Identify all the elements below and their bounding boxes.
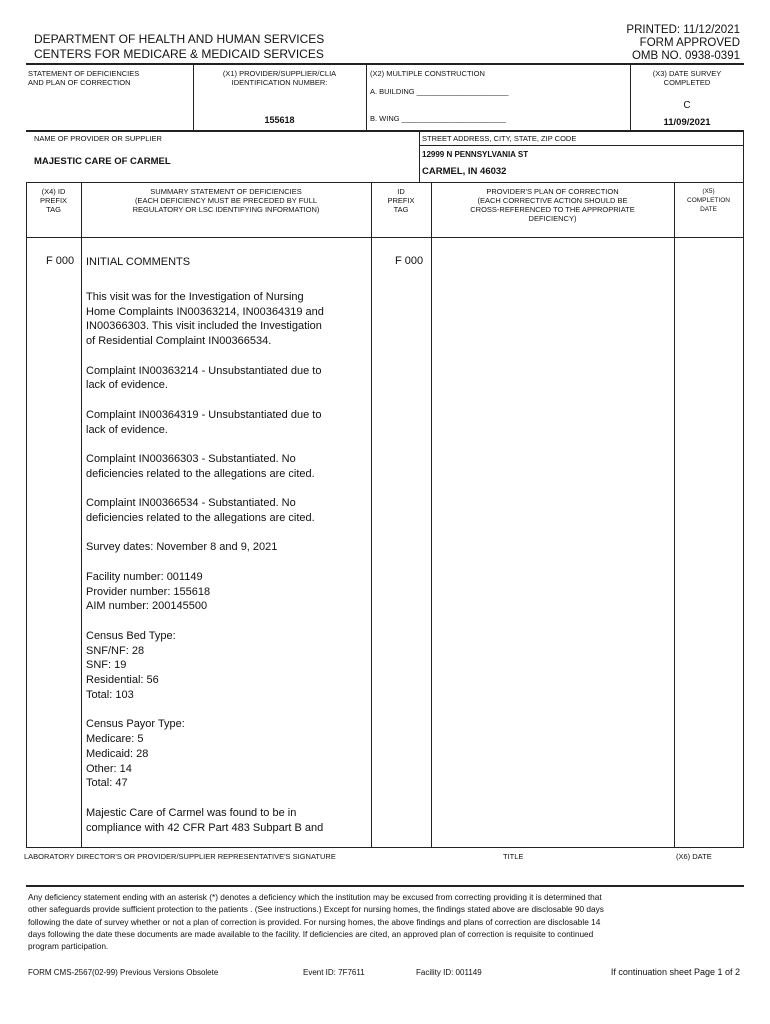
- title-label: TITLE: [503, 852, 524, 861]
- plan-column-header: PROVIDER'S PLAN OF CORRECTION (EACH CORRECTIVE ACTION SHOULD BE CROSS-REFERENCED TO THE APPROPRIATE DEFICIENCY): [470, 187, 635, 223]
- department-name: DEPARTMENT OF HEALTH AND HUMAN SERVICES: [34, 32, 325, 46]
- divider: [743, 182, 744, 848]
- x6-date-label: (X6) DATE: [676, 852, 712, 861]
- divider: [366, 63, 367, 131]
- facility-id: Facility ID: 001149: [416, 968, 482, 977]
- printed-date: PRINTED: 11/12/2021: [626, 24, 740, 36]
- address-label: STREET ADDRESS, CITY, STATE, ZIP CODE: [422, 134, 577, 143]
- top-box-border: [26, 63, 744, 65]
- provider-name-label: NAME OF PROVIDER OR SUPPLIER: [34, 134, 162, 143]
- divider: [26, 182, 27, 848]
- statement-label: STATEMENT OF DEFICIENCIES AND PLAN OF CORRECTION: [28, 69, 140, 87]
- header-agency: [34, 32, 324, 62]
- paragraph: Majestic Care of Carmel was found to be in compliance with 42 CFR Part 483 Subpart B and: [86, 806, 324, 834]
- paragraph: Census Bed Type: SNF/NF: 28 SNF: 19 Residential: 56 Total: 103: [86, 629, 176, 701]
- entry-body: [86, 255, 338, 850]
- page-indicator: If continuation sheet Page 1 of 2: [610, 967, 740, 977]
- divider: [371, 182, 372, 848]
- paragraph: Complaint IN00363214 - Unsubstantiated due to lack of evidence.: [86, 364, 322, 392]
- divider: [419, 130, 420, 182]
- paragraph: Survey dates: November 8 and 9, 2021: [86, 541, 278, 554]
- paragraph: Complaint IN00364319 - Unsubstantiated due to lack of evidence.: [86, 408, 322, 436]
- divider: [26, 237, 744, 238]
- header-form-info: [626, 24, 740, 63]
- x5-column-header: (X5) COMPLETION DATE: [687, 188, 730, 213]
- divider: [674, 182, 675, 848]
- provider-name: MAJESTIC CARE OF CARMEL: [34, 156, 171, 167]
- form-number: FORM CMS-2567(02-99) Previous Versions Obsolete: [28, 968, 219, 977]
- divider: [431, 182, 432, 848]
- signature-row-border: [26, 885, 744, 887]
- x3-survey-date: 11/09/2021: [663, 117, 711, 128]
- entry-tag: F 000: [46, 255, 75, 267]
- x3-letter: C: [683, 100, 691, 111]
- entry-right-tag: F 000: [395, 255, 424, 267]
- x1-provider-number: 155618: [264, 115, 295, 125]
- paragraph: Complaint IN00366303 - Substantiated. No deficiencies related to the allegations are cited.: [86, 452, 315, 480]
- building-field: A. BUILDING ______________________: [370, 87, 509, 96]
- street-address: 12999 N PENNSYLVANIA ST: [422, 150, 529, 159]
- wing-field: B. WING _________________________: [370, 114, 506, 123]
- x2-label: (X2) MULTIPLE CONSTRUCTION: [370, 69, 485, 78]
- signature-label: LABORATORY DIRECTOR'S OR PROVIDER/SUPPLIER REPRESENTATIVE'S SIGNATURE: [24, 852, 336, 861]
- paragraph: This visit was for the Investigation of Nursing Home Complaints IN00363214, IN00364319 and IN00366303. This visit included the Investigation of Residential Complaint IN00366534.: [86, 290, 324, 348]
- divider: [743, 130, 744, 182]
- disclaimer: Any deficiency statement ending with an asterisk (*) denotes a deficiency which the institution may be excused from correcting providing it is determined that other safeguards provide sufficient protection to the patients . (See instructions.) Except for nursing homes, the findings stated above are disclosable 90 days following the date of survey whether or not a plan of correction is provided. For nursing homes, the above findings and plans of correction are disclosable 14 days following the date these documents are made available to the facility. If deficiencies are cited, an approved plan of correction is requisite to continued program participation.: [28, 892, 604, 952]
- divider: [419, 145, 743, 146]
- paragraph: Census Payor Type: Medicare: 5 Medicaid: 28 Other: 14 Total: 47: [86, 718, 185, 790]
- id-column-header: ID PREFIX TAG: [387, 187, 415, 214]
- city-state-zip: CARMEL, IN 46032: [422, 166, 507, 177]
- x4-column-header: (X4) ID PREFIX TAG: [39, 187, 68, 214]
- x3-label: (X3) DATE SURVEY COMPLETED: [652, 69, 722, 87]
- summary-column-header: SUMMARY STATEMENT OF DEFICIENCIES (EACH DEFICIENCY MUST BE PRECEDED BY FULL REGULATORY OR LSC IDENTIFYING INFORMATION): [132, 187, 320, 214]
- omb-number: OMB NO. 0938-0391: [631, 50, 740, 62]
- paragraph: Facility number: 001149 Provider number: 155618 AIM number: 200145500: [86, 570, 211, 613]
- divider: [81, 182, 82, 848]
- paragraph: Complaint IN00366534 - Substantiated. No deficiencies related to the allegations are cited.: [86, 497, 315, 524]
- entry-title: INITIAL COMMENTS: [86, 256, 191, 268]
- x1-label: (X1) PROVIDER/SUPPLIER/CLIA IDENTIFICATION NUMBER:: [222, 69, 337, 87]
- event-id: Event ID: 7F7611: [303, 968, 365, 977]
- top-box-border: [26, 130, 744, 132]
- form-approved: FORM APPROVED: [639, 37, 740, 49]
- centers-name: CENTERS FOR MEDICARE & MEDICAID SERVICES: [34, 47, 324, 61]
- divider: [26, 182, 744, 183]
